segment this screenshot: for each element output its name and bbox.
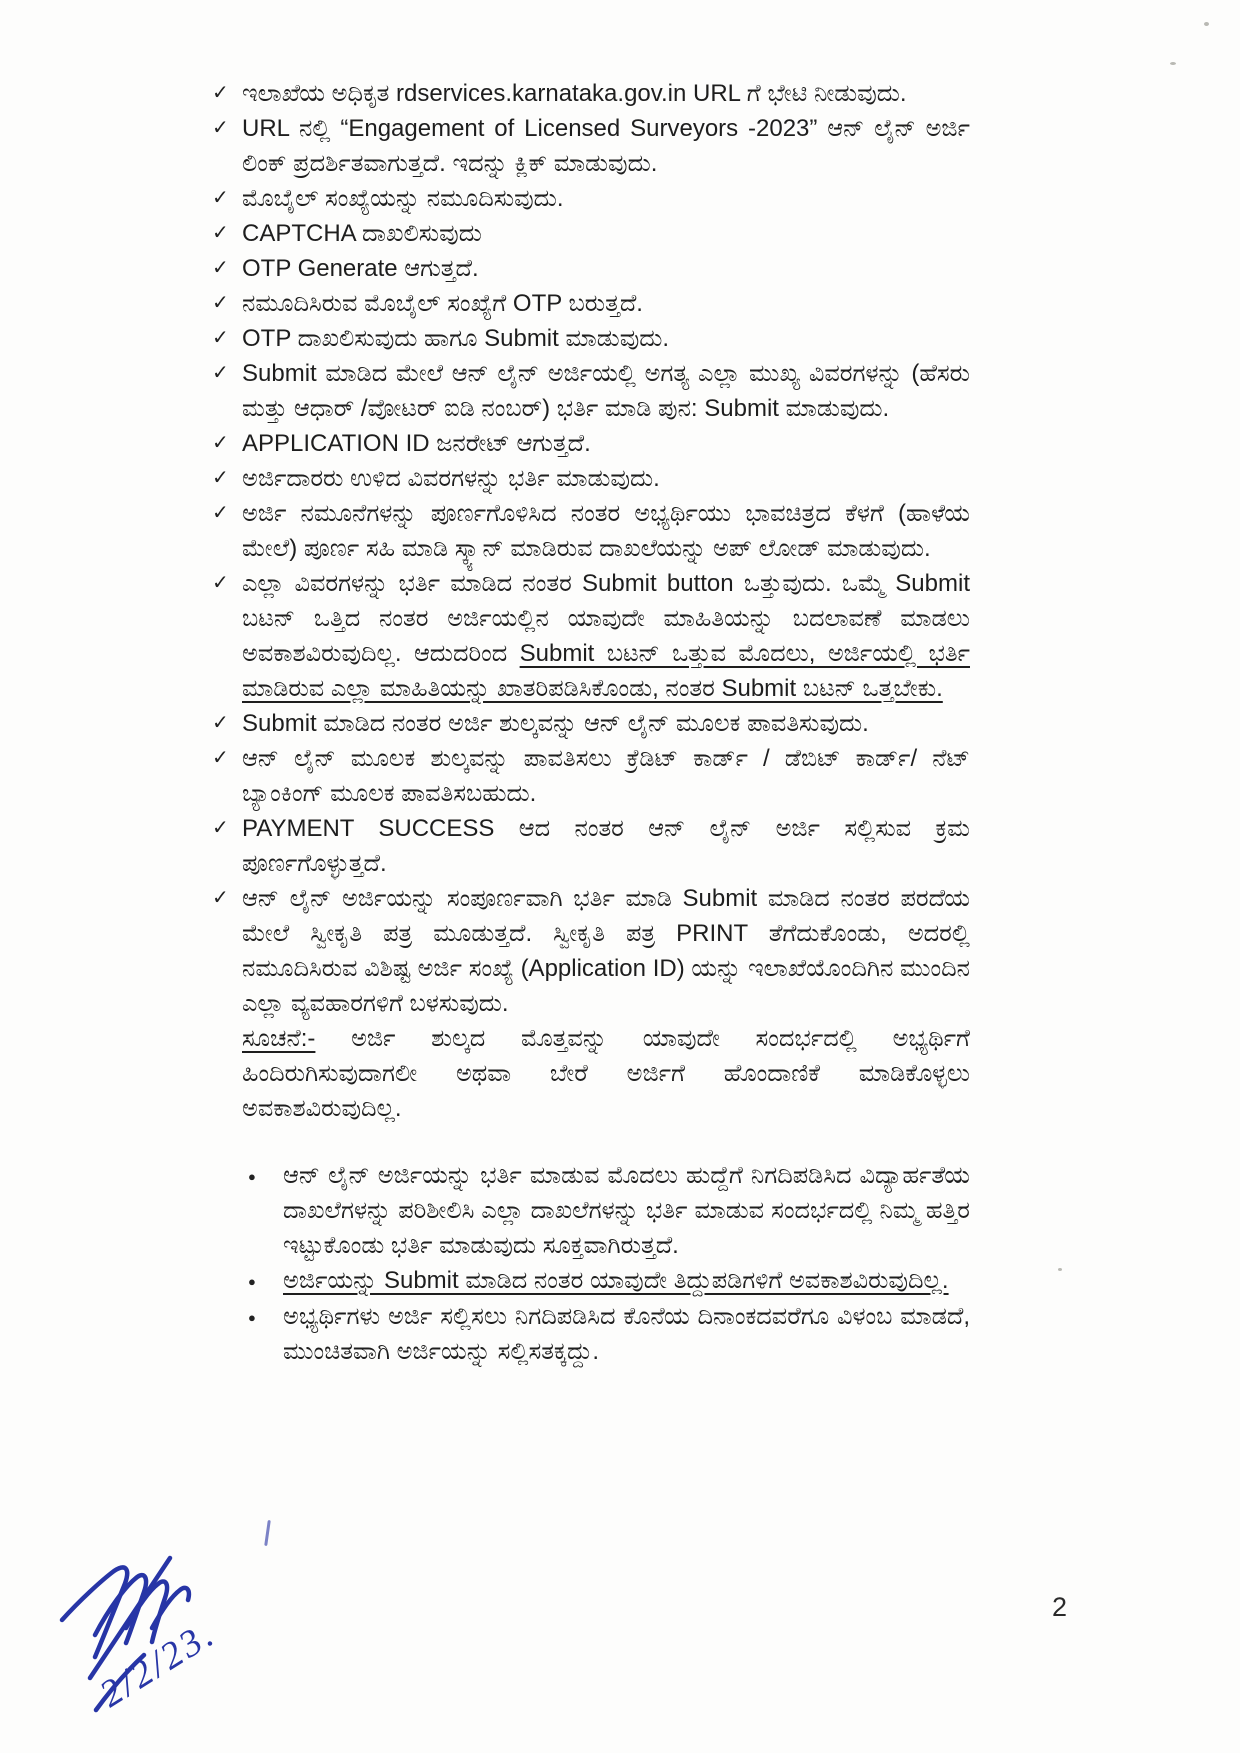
bullet-item — [212, 1158, 970, 1263]
check-item — [212, 76, 970, 111]
scan-speck — [1058, 1268, 1062, 1271]
check-item — [212, 741, 970, 811]
text-segment: APPLICATION ID ಜನರೇಟ್ ಆಗುತ್ತದೆ. — [242, 430, 591, 457]
item-text — [283, 1263, 970, 1299]
item-text — [242, 111, 970, 181]
checkmark-icon: ✓ — [212, 82, 229, 104]
item-text — [242, 461, 970, 496]
check-item — [212, 706, 970, 741]
checkmark-icon: ✓ — [212, 222, 229, 244]
text-segment: PAYMENT SUCCESS ಆದ ನಂತರ ಆನ್ ಲೈನ್ ಅರ್ಜಿ ಸಲ್ಲಿಸುವ ಕ್ರಮ ಪೂರ್ಣಗೊಳ್ಳುತ್ತದೆ. — [242, 815, 970, 877]
check-item — [212, 566, 970, 706]
item-text — [242, 321, 970, 356]
item-text — [242, 811, 970, 881]
check-item — [212, 426, 970, 461]
check-item — [212, 811, 970, 881]
text-segment: CAPTCHA ದಾಖಲಿಸುವುದು — [242, 220, 482, 247]
text-segment: ಅಭ್ಯರ್ಥಿಗಳು ಅರ್ಜಿ ಸಲ್ಲಿಸಲು ನಿಗದಿಪಡಿಸಿದ ಕೊನೆಯ ದಿನಾಂಕದವರೆಗೂ ವಿಳಂಬ ಮಾಡದೆ, ಮುಂಚಿತವಾಗಿ ಅರ್ಜಿಯನ್ನು ಸಲ್ಲಿಸತಕ್ಕದ್ದು. — [283, 1303, 970, 1365]
signature — [52, 1540, 292, 1725]
text-segment: URL ನಲ್ಲಿ “Engagement of Licensed Surveyors -2023” ಆನ್ ಲೈನ್ ಅರ್ಜಿ ಲಿಂಕ್ ಪ್ರದರ್ಶಿತವಾಗುತ್ತದೆ. ಇದನ್ನು ಕ್ಲಿಕ್ ಮಾಡುವುದು. — [242, 115, 970, 177]
item-text — [242, 566, 970, 706]
checkmark-icon: ✓ — [212, 327, 229, 349]
checkmark-icon: ✓ — [212, 117, 229, 139]
text-segment: ಆನ್ ಲೈನ್ ಮೂಲಕ ಶುಲ್ಕವನ್ನು ಪಾವತಿಸಲು ಕ್ರೆಡಿಟ್ ಕಾರ್ಡ್ / ಡೆಬಿಟ್ ಕಾರ್ಡ್/ ನೆಟ್ ಬ್ಯಾಂಕಿಂಗ್ ಮೂಲಕ ಪಾವತಿಸಬಹುದು. — [242, 745, 970, 807]
text-segment: ಅರ್ಜಿ ನಮೂನೆಗಳನ್ನು ಪೂರ್ಣಗೊಳಿಸಿದ ನಂತರ ಅಭ್ಯರ್ಥಿಯು ಭಾವಚಿತ್ರದ ಕೆಳಗೆ (ಹಾಳೆಯ ಮೇಲೆ) ಪೂರ್ಣ ಸಹಿ ಮಾಡಿ ಸ್ಕ್ಯಾನ್ ಮಾಡಿರುವ ದಾಖಲೆಯನ್ನು ಅಪ್ ಲೋಡ್ ಮಾಡುವುದು. — [242, 500, 970, 562]
text-segment: ಇಲಾಖೆಯ ಅಧಿಕೃತ rdservices.karnataka.gov.in URL ಗೆ ಭೇಟಿ ನೀಡುವುದು. — [242, 80, 907, 107]
text-segment: ಅರ್ಜಿ ಶುಲ್ಕದ ಮೊತ್ತವನ್ನು ಯಾವುದೇ ಸಂದರ್ಭದಲ್ಲಿ ಅಭ್ಯರ್ಥಿಗೆ ಹಿಂದಿರುಗಿಸುವುದಾಗಲೀ ಅಥವಾ ಬೇರೆ ಅರ್ಜಿಗೆ ಹೊಂದಾಣಿಕೆ ಮಾಡಿಕೊಳ್ಳಲು ಅವಕಾಶವಿರುವುದಿಲ್ಲ. — [242, 1025, 970, 1122]
text-segment: OTP ದಾಖಲಿಸುವುದು ಹಾಗೂ Submit ಮಾಡುವುದು. — [242, 325, 670, 352]
check-item — [212, 181, 970, 216]
underlined-text: ಅರ್ಜಿಯನ್ನು Submit ಮಾಡಿದ ನಂತರ ಯಾವುದೇ ತಿದ್ದುಪಡಿಗಳಿಗೆ ಅವಕಾಶವಿರುವುದಿಲ್ಲ. — [283, 1267, 949, 1294]
item-text — [242, 706, 970, 741]
checkmark-icon: ✓ — [212, 187, 229, 209]
item-text — [242, 741, 970, 811]
note-paragraph — [212, 1021, 970, 1126]
check-item — [212, 111, 970, 181]
check-item — [212, 286, 970, 321]
item-text — [242, 881, 970, 1021]
item-text — [242, 1021, 970, 1126]
bullet-icon: ● — [248, 1310, 256, 1325]
text-segment: OTP Generate ಆಗುತ್ತದೆ. — [242, 255, 479, 282]
checkmark-icon: ✓ — [212, 887, 229, 909]
bullet-icon: ● — [248, 1169, 256, 1184]
text-segment: ನಮೂದಿಸಿರುವ ಮೊಬೈಲ್ ಸಂಖ್ಯೆಗೆ OTP ಬರುತ್ತದೆ. — [242, 290, 643, 317]
item-text — [242, 496, 970, 566]
no-marker — [212, 1021, 242, 1126]
signature-date: 2/2/23. — [92, 1612, 224, 1716]
scan-speck — [1170, 62, 1176, 65]
item-text — [283, 1158, 970, 1263]
underlined-text: Submit ಬಟನ್ ಒತ್ತುವ ಮೊದಲು, ಅರ್ಜಿಯಲ್ಲಿ ಭರ್ತಿ ಮಾಡಿರುವ ಎಲ್ಲಾ ಮಾಹಿತಿಯನ್ನು ಖಾತರಿಪಡಿಸಿಕೊಂಡು, ನಂತರ Submit ಬಟನ್ ಒತ್ತಬೇಕು. — [242, 640, 970, 702]
text-segment: ಎಲ್ಲಾ ವಿವರಗಳನ್ನು ಭರ್ತಿ ಮಾಡಿದ ನಂತರ Submit button ಒತ್ತುವುದು. ಒಮ್ಮೆ Submit ಬಟನ್ ಒತ್ತಿದ ನಂತರ ಅರ್ಜಿಯಲ್ಲಿನ ಯಾವುದೇ ಮಾಹಿತಿಯನ್ನು ಬದಲಾವಣೆ ಮಾಡಲು ಅವಕಾಶವಿರುವುದಿಲ್ಲ. ಆದುದರಿಂದ — [242, 570, 970, 667]
checkmark-icon: ✓ — [212, 572, 229, 594]
check-item — [212, 496, 970, 566]
checkmark-icon: ✓ — [212, 747, 229, 769]
check-item — [212, 251, 970, 286]
bullet-item — [212, 1299, 970, 1369]
item-text — [242, 76, 970, 111]
item-text — [242, 251, 970, 286]
text-segment: Submit ಮಾಡಿದ ನಂತರ ಅರ್ಜಿ ಶುಲ್ಕವನ್ನು ಆನ್ ಲೈನ್ ಮೂಲಕ ಪಾವತಿಸುವುದು. — [242, 710, 869, 737]
checkmark-icon: ✓ — [212, 292, 229, 314]
page-number: 2 — [1052, 1592, 1068, 1622]
item-text — [242, 286, 970, 321]
document-body — [212, 76, 970, 1369]
text-segment: ಅರ್ಜಿದಾರರು ಉಳಿದ ವಿವರಗಳನ್ನು ಭರ್ತಿ ಮಾಡುವುದು. — [242, 465, 660, 492]
checkmark-icon: ✓ — [212, 432, 229, 454]
item-text — [242, 216, 970, 251]
text-segment: Submit ಮಾಡಿದ ಮೇಲೆ ಆನ್ ಲೈನ್ ಅರ್ಜಿಯಲ್ಲಿ ಅಗತ್ಯ ಎಲ್ಲಾ ಮುಖ್ಯ ವಿವರಗಳನ್ನು (ಹೆಸರು ಮತ್ತು ಆಧಾರ್ /ವೋಟರ್ ಐಡಿ ನಂಬರ್) ಭರ್ತಿ ಮಾಡಿ ಪುನ: Submit ಮಾಡುವುದು. — [242, 360, 970, 422]
check-item — [212, 321, 970, 356]
item-text — [242, 181, 970, 216]
item-text — [283, 1299, 970, 1369]
underlined-text: ಸೂಚನೆ:- — [242, 1025, 316, 1052]
checkmark-icon: ✓ — [212, 817, 229, 839]
scan-speck — [1204, 22, 1209, 26]
check-item — [212, 461, 970, 496]
text-segment: ಆನ್ ಲೈನ್ ಅರ್ಜಿಯನ್ನು ಭರ್ತಿ ಮಾಡುವ ಮೊದಲು ಹುದ್ದೆಗೆ ನಿಗದಿಪಡಿಸಿದ ವಿದ್ಯಾರ್ಹತೆಯ ದಾಖಲೆಗಳನ್ನು ಪರಿಶೀಲಿಸಿ ಎಲ್ಲಾ ದಾಖಲೆಗಳನ್ನು ಭರ್ತಿ ಮಾಡುವ ಸಂದರ್ಭದಲ್ಲಿ ನಿಮ್ಮ ಹತ್ತಿರ ಇಟ್ಟುಕೊಂಡು ಭರ್ತಿ ಮಾಡುವುದು ಸೂಕ್ತವಾಗಿರುತ್ತದೆ. — [283, 1162, 970, 1259]
text-segment: ಮೊಬೈಲ್ ಸಂಖ್ಯೆಯನ್ನು ನಮೂದಿಸುವುದು. — [242, 185, 564, 212]
text-segment: ಆನ್ ಲೈನ್ ಅರ್ಜಿಯನ್ನು ಸಂಪೂರ್ಣವಾಗಿ ಭರ್ತಿ ಮಾಡಿ Submit ಮಾಡಿದ ನಂತರ ಪರದೆಯ ಮೇಲೆ ಸ್ವೀಕೃತಿ ಪತ್ರ ಮೂಡುತ್ತದೆ. ಸ್ವೀಕೃತಿ ಪತ್ರ PRINT ತೆಗೆದುಕೊಂಡು, ಅದರಲ್ಲಿ ನಮೂದಿಸಿರುವ ವಿಶಿಷ್ಟ ಅರ್ಜಿ ಸಂಖ್ಯೆ (Application ID) ಯನ್ನು ಇಲಾಖೆಯೊಂದಿಗಿನ ಮುಂದಿನ ಎಲ್ಲಾ ವ್ಯವಹಾರಗಳಿಗೆ ಬಳಸುವುದು. — [242, 885, 970, 1017]
check-item — [212, 356, 970, 426]
item-text — [242, 356, 970, 426]
checkmark-icon: ✓ — [212, 257, 229, 279]
check-item — [212, 881, 970, 1021]
bullet-item — [212, 1263, 970, 1299]
checkmark-icon: ✓ — [212, 502, 229, 524]
checkmark-icon: ✓ — [212, 712, 229, 734]
check-item — [212, 216, 970, 251]
checkmark-icon: ✓ — [212, 467, 229, 489]
checkmark-icon: ✓ — [212, 362, 229, 384]
bullet-icon: ● — [248, 1274, 256, 1289]
item-text — [242, 426, 970, 461]
